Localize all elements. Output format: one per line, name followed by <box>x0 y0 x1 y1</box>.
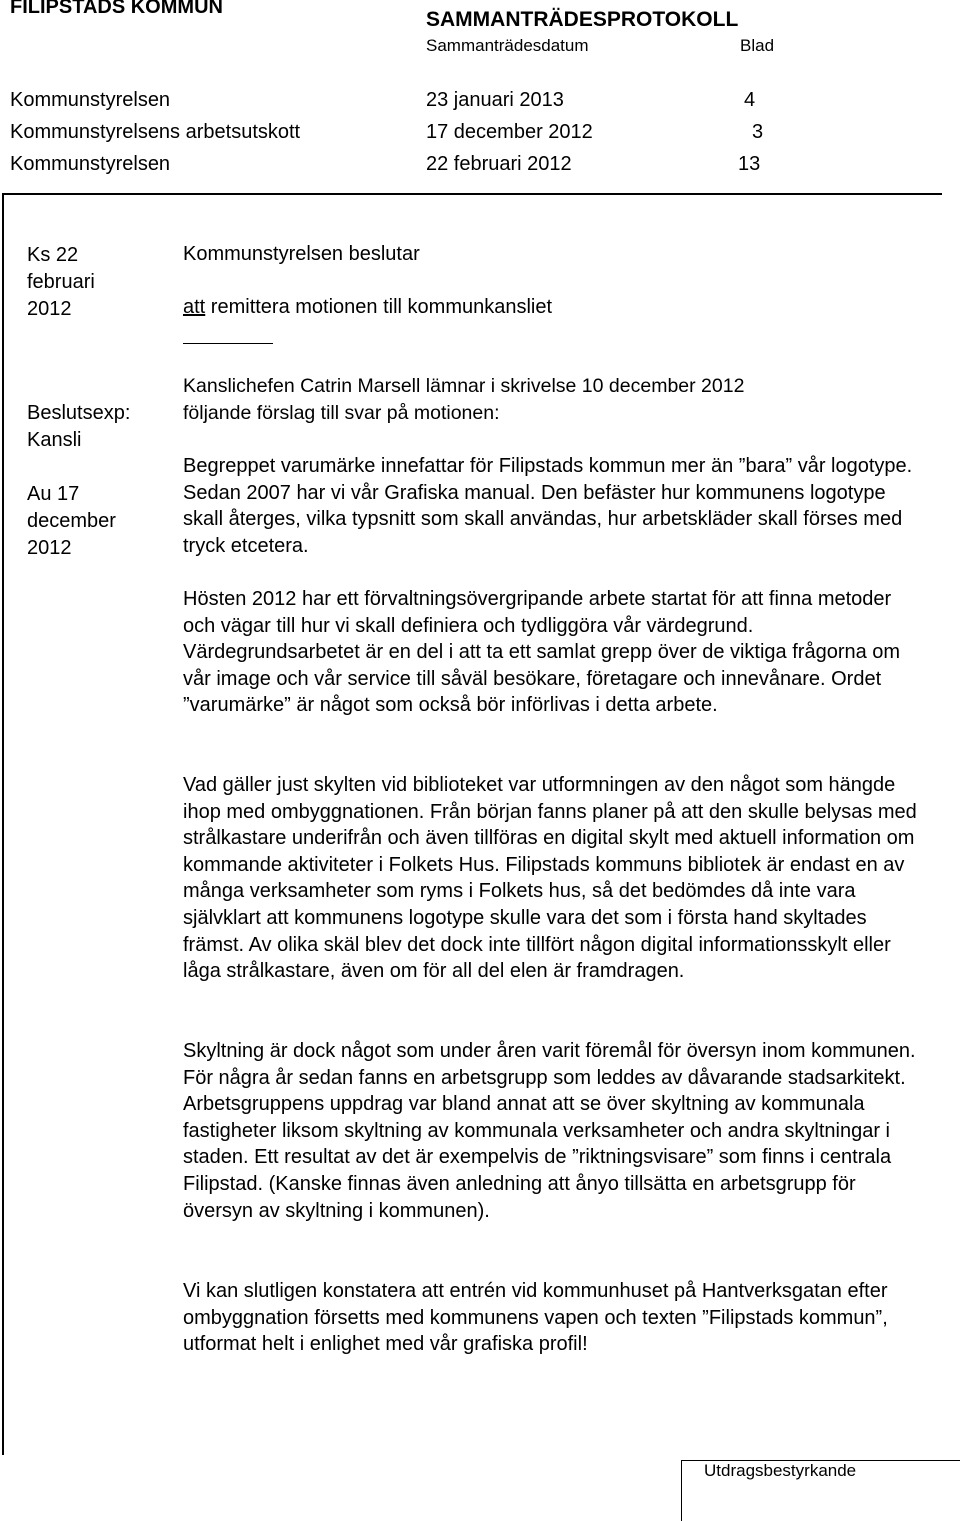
dispatch-line: december <box>27 510 116 532</box>
session-date: 17 december 2012 <box>426 121 593 143</box>
decision-intro: Kommunstyrelsen beslutar <box>183 243 420 265</box>
body-paragraph: Skyltning är dock något som under åren varit föremål för översyn inom kommunen. För några år sedan fanns en arbetsgrupp som leddes av dåvarande stadsarkitekt. Arbetsgruppens uppdrag var bland annat att se över skyltning av kommunala fastigheter liksom skyltning av kommunala verksamheter och andra skyltningar i staden. Ett resultat av det är exempelvis de ”riktningsvisare” som finns i centrala Filipstad. (Kanske finnas även anledning att ånyo tillsätta en arbetsgrupp för översyn av skyltning i kommunen). <box>183 1040 916 1222</box>
reference-line: Ks 22 <box>27 244 79 266</box>
document-type: SAMMANTRÄDESPROTOKOLL <box>426 8 739 31</box>
dispatch-note <box>27 400 130 562</box>
decision-text <box>183 294 552 321</box>
reference-line: februari <box>27 271 95 293</box>
certification-label: Utdragsbestyrkande <box>704 1461 857 1480</box>
session-date: 22 februari 2012 <box>426 153 572 175</box>
dispatch-line: 2012 <box>27 537 72 559</box>
intro-text <box>183 373 744 426</box>
body-paragraph: Vad gäller just skylten vid biblioteket var utformningen av den något som hängde ihop med ombyggnationen. Från början fanns planer på att den skulle belysas med strålkastare underifrån och även tillföras en digital skylt med aktuell information om kommande aktiviteter i Folkets Hus. Filipstads kommuns bibliotek är endast en av många verksamheter som ryms i Folkets hus, så det bedömdes då inte vara självklart att kommunens logotype skulle vara det som i första hand skyltades främst. Av olika skäl blev det dock inte tillfört någon digital informationsskylt eller låga strålkastare, även om för all del elen är framdragen. <box>183 774 917 983</box>
intro-line: följande förslag till svar på motionen: <box>183 401 500 424</box>
session-date: 23 januari 2013 <box>426 89 564 111</box>
dispatch-line: Beslutsexp: <box>27 402 131 424</box>
session-page: 13 <box>738 153 761 175</box>
decision-rest: remittera motionen till kommunkansliet <box>205 296 553 318</box>
session-body: Kommunstyrelsen <box>10 153 171 175</box>
page-column-label: Blad <box>740 36 775 55</box>
intro-line: Kanslichefen Catrin Marsell lämnar i skrivelse 10 december 2012 <box>183 375 745 397</box>
body-paragraph: Begreppet varumärke innefattar för Filipstads kommun mer än ”bara” vår logotype. Sedan 2007 har vi vår Grafiska manual. Den befäster hur kommunens logotype skall återges, vilka typsnitt som skall användas, hur arbetskläder skall förses med tryck etcetera. <box>183 455 913 557</box>
decision-lead-word: att <box>183 296 206 318</box>
session-body: Kommunstyrelsens arbetsutskott <box>10 121 301 143</box>
dispatch-line: Kansli <box>27 429 82 451</box>
reference-line: 2012 <box>27 298 72 320</box>
body-paragraph: Hösten 2012 har ett förvaltningsövergripande arbete startat för att finna metoder och vägar till hur vi skall definiera och tydliggöra vår värdegrund. Värdegrundsarbetet är en del i att ta ett samlat grepp över de viktiga frågorna om vår image och vår service till såväl besökare, företagare och innevånare. Ordet ”varumärke” är något som också bör införlivas i detta arbete. <box>183 588 901 717</box>
certification-box <box>681 1460 960 1521</box>
session-body: Kommunstyrelsen <box>10 89 171 111</box>
body-paragraph: Vi kan slutligen konstatera att entrén vid kommunhuset på Hantverksgatan efter ombyggnation försetts med kommunens vapen och texten ”Filipstads kommun”, utformat helt i enlighet med vår grafiska profil! <box>183 1280 888 1356</box>
dispatch-line <box>27 454 130 481</box>
session-page: 3 <box>752 121 764 143</box>
organization-name: FILIPSTADS KOMMUN <box>10 0 223 18</box>
decision-separator <box>183 343 273 344</box>
date-column-label: Sammanträdesdatum <box>426 36 589 55</box>
session-page: 4 <box>744 89 756 111</box>
paragraph-reference <box>27 242 95 323</box>
dispatch-line: Au 17 <box>27 483 80 505</box>
